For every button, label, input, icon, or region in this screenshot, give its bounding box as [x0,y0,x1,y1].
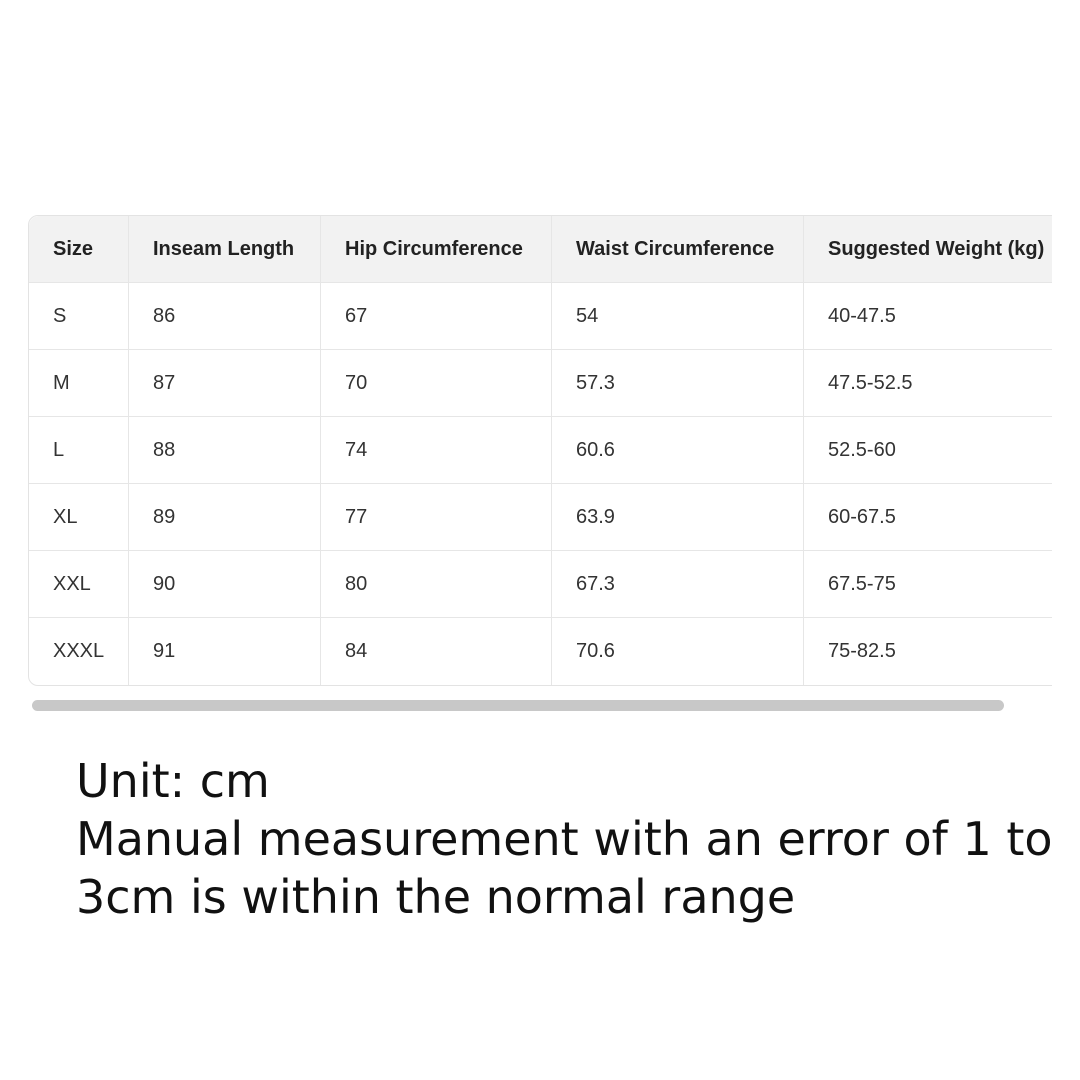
cell-hip: 74 [321,417,552,484]
cell-waist: 70.6 [552,618,804,685]
cell-inseam: 91 [129,618,321,685]
header-size: Size [29,216,129,283]
header-inseam-length: Inseam Length [129,216,321,283]
table-row [29,417,1052,484]
cell-size: S [29,283,129,350]
cell-weight: 52.5-60 [804,417,1052,484]
cell-hip: 67 [321,283,552,350]
cell-inseam: 87 [129,350,321,417]
header-suggested-weight: Suggested Weight (kg) [804,216,1052,283]
cell-weight: 67.5-75 [804,551,1052,618]
size-chart-table [28,215,1052,686]
size-table-scroll-area[interactable] [28,215,1052,695]
cell-weight: 40-47.5 [804,283,1052,350]
horizontal-scrollbar-thumb[interactable] [32,700,1004,711]
cell-weight: 75-82.5 [828,640,896,662]
table-header-row [29,216,1052,283]
table-row [29,350,1052,417]
table-row [29,283,1052,350]
cell-size: XXL [29,551,129,618]
table-row [29,551,1052,618]
cell-inseam: 86 [129,283,321,350]
cell-waist: 67.3 [552,551,804,618]
horizontal-scrollbar-track[interactable] [32,700,1024,711]
table-row [29,484,1052,551]
header-hip-circumference: Hip Circumference [321,216,552,283]
measurement-note [76,752,1076,926]
cell-hip: 80 [321,551,552,618]
cell-hip: 84 [321,618,552,685]
error-note-line-2: 3cm is within the normal range [76,870,796,924]
cell-weight: 60-67.5 [804,484,1052,551]
cell-weight: 47.5-52.5 [804,350,1052,417]
cell-inseam: 88 [129,417,321,484]
unit-note: Unit: cm [76,754,270,808]
cell-waist: 63.9 [552,484,804,551]
cell-size: XL [29,484,129,551]
table-row [29,618,1052,685]
cell-size: L [29,417,129,484]
cell-waist: 60.6 [552,417,804,484]
header-waist-circumference: Waist Circumference [552,216,804,283]
cell-hip: 77 [321,484,552,551]
cell-inseam: 89 [129,484,321,551]
cell-hip: 70 [321,350,552,417]
error-note-line-1: Manual measurement with an error of 1 to [76,812,1053,866]
cell-inseam: 90 [129,551,321,618]
cell-size: XXXL [29,618,129,685]
cell-size: M [29,350,129,417]
cell-waist: 54 [552,283,804,350]
cell-waist: 57.3 [552,350,804,417]
